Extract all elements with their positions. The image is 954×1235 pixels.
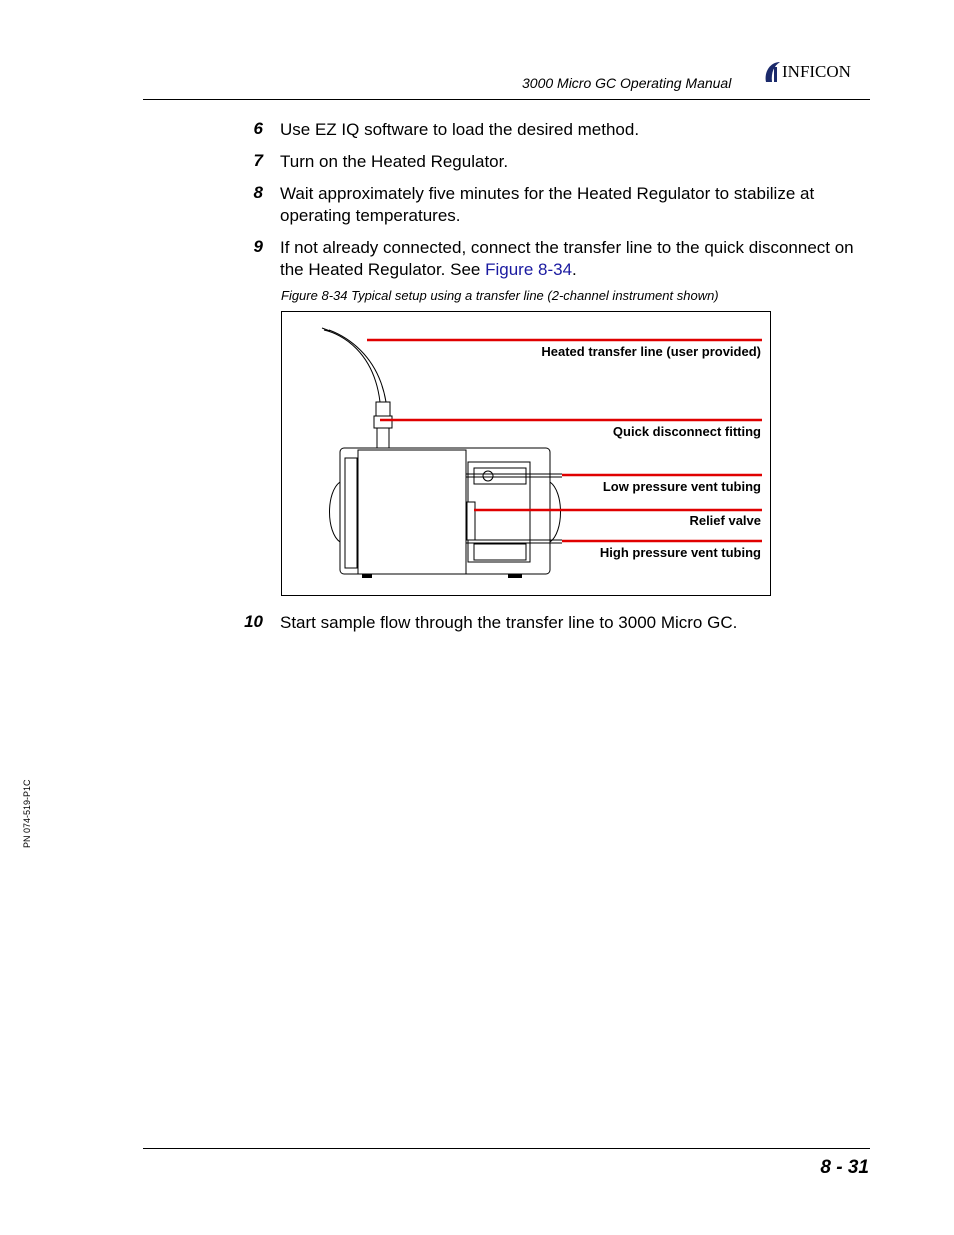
step-text: Start sample flow through the transfer line to 3000 Micro GC. bbox=[280, 613, 738, 632]
page-number: 8 - 31 bbox=[820, 1157, 869, 1178]
manual-title: 3000 Micro GC Operating Manual bbox=[522, 75, 732, 91]
callout-label: Heated transfer line (user provided) bbox=[541, 344, 761, 359]
callout-label: Quick disconnect fitting bbox=[612, 424, 761, 439]
step-text bbox=[280, 237, 865, 281]
step-number: 10 bbox=[244, 612, 263, 631]
figure-box bbox=[281, 311, 771, 596]
footer-rule bbox=[143, 1148, 870, 1149]
step-text-part: . bbox=[572, 260, 577, 279]
figure-link[interactable]: Figure 8-34 bbox=[485, 260, 573, 279]
step-text: Wait approximately five minutes for the Heated Regulator to stabilize at operating temperatures. bbox=[280, 184, 815, 225]
step-number: 7 bbox=[253, 151, 263, 170]
header-rule bbox=[143, 99, 870, 100]
logo-text: INFICON bbox=[782, 62, 851, 81]
part-number: PN 074-519-P1C bbox=[22, 779, 32, 848]
callout-label: Low pressure vent tubing bbox=[602, 479, 761, 494]
figure-caption: Figure 8-34 Typical setup using a transfer line (2-channel instrument shown) bbox=[281, 288, 719, 303]
step-text-part: If not already connected, connect the transfer line to the quick disconnect on the Heated Regulator. See bbox=[280, 238, 854, 279]
step-number: 9 bbox=[253, 237, 263, 256]
step-text: Turn on the Heated Regulator. bbox=[280, 152, 509, 171]
callout-label: High pressure vent tubing bbox=[599, 545, 761, 560]
step-number: 6 bbox=[253, 119, 263, 138]
callout-label: Relief valve bbox=[689, 513, 761, 528]
step-number: 8 bbox=[253, 183, 263, 202]
step-text: Use EZ IQ software to load the desired method. bbox=[280, 120, 640, 139]
